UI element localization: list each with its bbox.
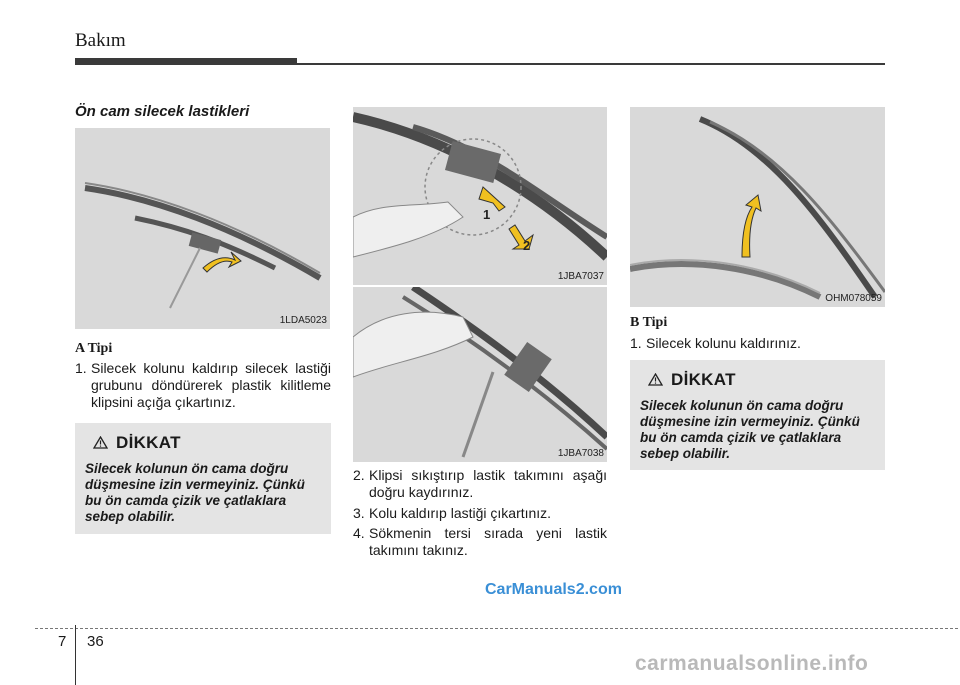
marker-2: 2 bbox=[523, 238, 531, 253]
caution-text: Silecek kolunun ön cama doğru düşmesine izin vermeyiniz. Çünkü bu ön camda çizik ve çatlaklara sebep olabilir. bbox=[85, 461, 305, 524]
figure-clip-release bbox=[353, 107, 607, 285]
type-a-heading: A Tipi bbox=[75, 341, 113, 356]
caution-box-1 bbox=[75, 423, 331, 534]
step-text: Silecek kolunu kaldırıp silecek lastiği grubunu döndürerek plastik kilitleme klipsini açığa çıkartınız. bbox=[91, 360, 331, 410]
figure-code: 1LDA5023 bbox=[279, 315, 327, 326]
watermark-carmanualsonline[interactable]: carmanualsonline.info bbox=[635, 652, 869, 675]
middle-step-4 bbox=[353, 525, 607, 559]
step-number: 1. bbox=[630, 335, 642, 351]
step-text: Kolu kaldırıp lastiği çıkartınız. bbox=[369, 505, 552, 521]
caution-text: Silecek kolunun ön cama doğru düşmesine izin vermeyiniz. Çünkü bu ön camda çizik ve çatlaklara sebep olabilir. bbox=[640, 398, 860, 461]
warning-triangle-icon bbox=[93, 436, 108, 449]
page-number: 36 bbox=[87, 633, 104, 650]
wiper-illustration-b bbox=[630, 107, 885, 307]
figure-blade-slide bbox=[353, 287, 607, 462]
caution-title: DİKKAT bbox=[671, 370, 736, 389]
caution-header bbox=[648, 370, 736, 390]
caution-header bbox=[93, 433, 181, 453]
marker-1: 1 bbox=[483, 207, 491, 222]
type-b-step-1 bbox=[630, 335, 885, 352]
wiper-illustration-a bbox=[75, 128, 330, 329]
type-a-step-1 bbox=[75, 360, 331, 411]
footer-separator bbox=[35, 628, 960, 629]
step-number: 1. bbox=[75, 360, 87, 376]
type-b-heading: B Tipi bbox=[630, 315, 668, 330]
wiper-illustration-slide bbox=[353, 287, 607, 462]
wiper-illustration-clip bbox=[353, 107, 607, 285]
step-number: 3. bbox=[353, 505, 365, 521]
chapter-number: 7 bbox=[58, 633, 67, 650]
step-number: 2. bbox=[353, 467, 365, 483]
header-rule-thin bbox=[297, 63, 885, 65]
step-text: Sökmenin tersi sırada yeni lastik takımını takınız. bbox=[369, 525, 607, 558]
lift-arrow-icon bbox=[742, 195, 761, 257]
watermark-carmanuals2[interactable]: CarManuals2.com bbox=[485, 581, 622, 598]
figure-code: 1JBA7038 bbox=[557, 448, 604, 459]
rotate-arrow-icon bbox=[203, 252, 241, 272]
figure-type-a-wiper bbox=[75, 128, 330, 329]
step-number: 4. bbox=[353, 525, 365, 541]
section-title: Ön cam silecek lastikleri bbox=[75, 103, 250, 120]
caution-title: DİKKAT bbox=[116, 433, 181, 452]
middle-step-2 bbox=[353, 467, 607, 501]
warning-triangle-icon bbox=[648, 373, 663, 386]
caution-box-2 bbox=[630, 360, 885, 470]
header-rule-thick bbox=[75, 58, 297, 65]
middle-step-3 bbox=[353, 505, 607, 522]
step-text: Silecek kolunu kaldırınız. bbox=[646, 335, 801, 351]
page-header-title: Bakım bbox=[75, 30, 126, 51]
figure-code: OHM078059 bbox=[825, 293, 882, 304]
figure-code: 1JBA7037 bbox=[557, 271, 604, 282]
step-text: Klipsi sıkıştırıp lastik takımını aşağı doğru kaydırınız. bbox=[369, 467, 607, 500]
footer-vertical-rule bbox=[75, 625, 76, 685]
figure-type-b-wiper bbox=[630, 107, 885, 307]
